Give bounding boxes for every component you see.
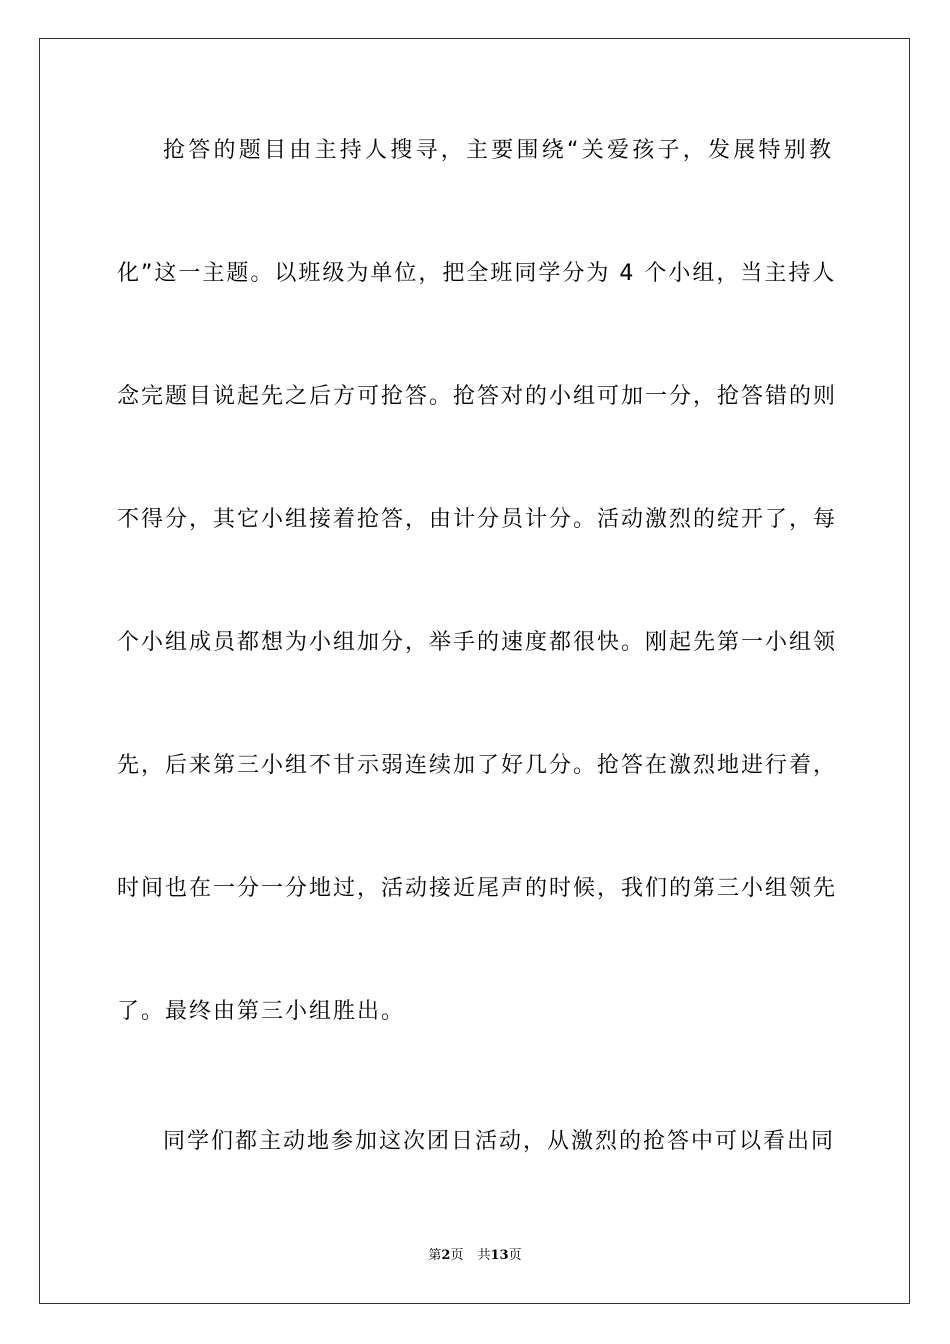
footer-page-suffix: 页 — [450, 1248, 464, 1263]
paragraph-line-6: 先，后来第三小组不甘示弱连续加了好几分。抢答在激烈地进行着， — [117, 753, 838, 778]
footer-page-number: 2 — [441, 1248, 451, 1263]
paragraph-line-3: 念完题目说起先之后方可抢答。抢答对的小组可加一分，抢答错的则 — [117, 384, 838, 409]
paragraph-line-5: 个小组成员都想为小组加分，举手的速度都很快。刚起先第一小组领 — [117, 630, 838, 655]
footer-page-prefix: 第 — [428, 1248, 442, 1263]
page-border — [39, 38, 910, 1304]
paragraph-line-9: 同学们都主动地参加这次团日活动，从激烈的抢答中可以看出同 — [163, 1129, 836, 1154]
footer-total-prefix: 共 — [477, 1248, 491, 1263]
paragraph-line-8: 了。最终由第三小组胜出。 — [117, 999, 406, 1024]
footer-total-suffix: 页 — [508, 1248, 522, 1263]
paragraph-line-7: 时间也在一分一分地过，活动接近尾声的时候，我们的第三小组领先 — [117, 876, 838, 901]
paragraph-line-1: 抢答的题目由主持人搜寻，主要围绕“关爱孩子，发展特别教 — [163, 138, 833, 163]
paragraph-line-4: 不得分，其它小组接着抢答，由计分员计分。活动激烈的绽开了，每 — [117, 507, 838, 532]
footer-total-number: 13 — [490, 1248, 509, 1263]
paragraph-line-2: 化”这一主题。以班级为单位，把全班同学分为 4 个小组，当主持人 — [117, 261, 837, 286]
page-footer — [0, 1247, 950, 1265]
